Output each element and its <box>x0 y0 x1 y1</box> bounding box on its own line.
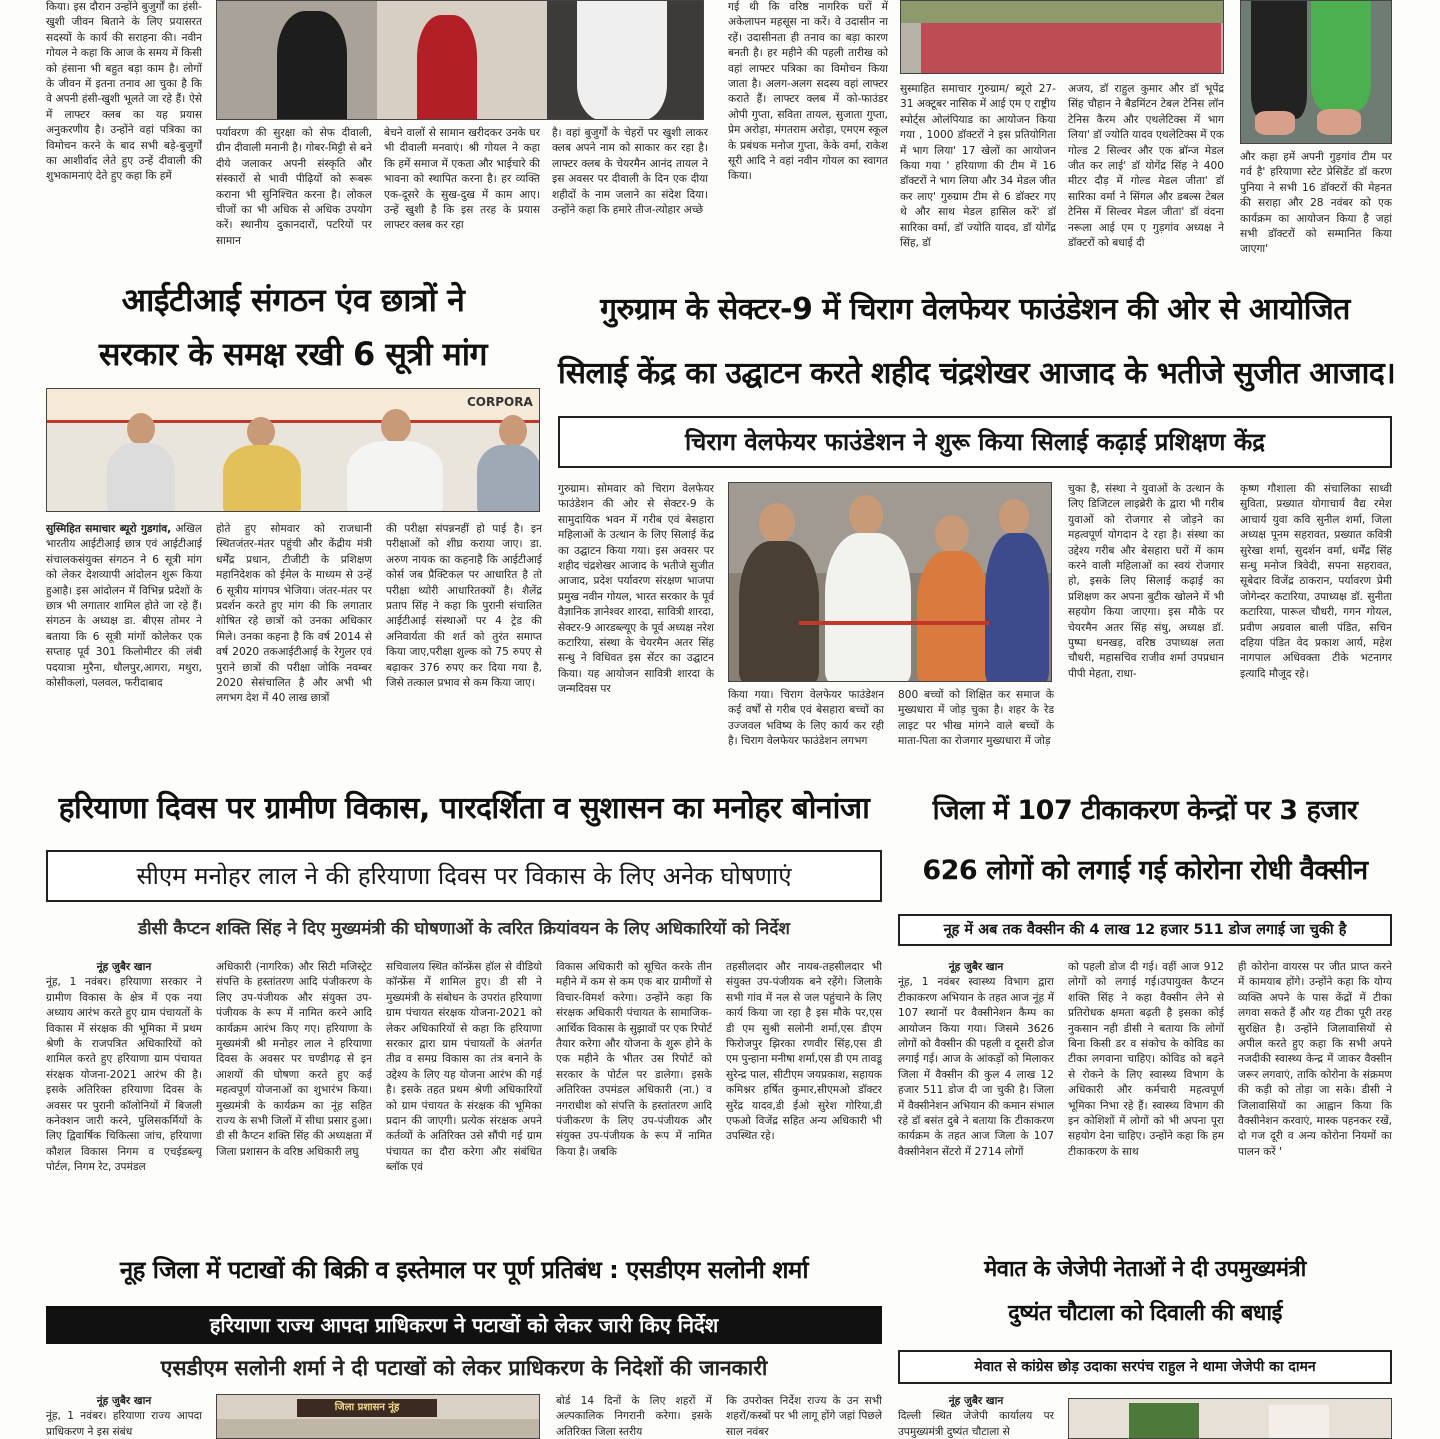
jjp-column-1-text: दिल्ली स्थित जेजेपी कार्यालय पर उपमुख्यमंत्री दुष्यंत चौटाला से <box>898 1410 1054 1438</box>
iti-column-2: होते हुए सोमवार को राजधानी स्थितजंतर-मंतर पहुंची और केंद्रीय मंत्री धर्मेंद्र प्रधान, टीजीटी के प्रशिक्षण महानिदेशक को ईमेल के माध्यम से उन्हें 6 सूत्रीय मांगपत्र भेजिया। जंतर-मंतर पर प्रदर्शन करते हुए मांग की कि लगातार शोषित रहे छात्रों को उनका अधिकार मिले। उनका कहना है कि वर्ष 2014 से वर्ष 2020 तकआईटीआई के रेगुलर एवं पुराने छात्रों की परीक्षा जोकि नवम्बर 2020 सेसंचालित है और अभी भी लगभग देश में 40 लाख छात्रों <box>216 523 372 705</box>
chirag-headline-line-1: गुरुग्राम के सेक्टर-9 में चिराग वेलफेयर फाउंडेशन की ओर से आयोजित <box>600 292 1350 327</box>
iti-photo-press-conference <box>46 388 540 512</box>
jjp-headline-line-1: मेवात के जेजेपी नेताओं ने दी उपमुख्यमंत्री <box>984 1257 1306 1282</box>
iti-headline-line-1: आईटीआई संगठन एंव छात्रों ने <box>121 281 465 319</box>
chirag-headline-line-2: सिलाई केंद्र का उद्घाटन करते शहीद चंद्रशेखर आजाद के भतीजे सुजीत आजाद। <box>558 356 1396 391</box>
top-column-5: गई थी कि वरिष्ठ नागरिक घरों में अकेलापन महसूस ना करें। वे उदासीन ना रहें। उदासीनता ही तनाव का बड़ा कारण बनती है। हर महीने की पहली तारीख को वहां लाफ्टर पत्रिका का विमोचन किया जाता है। अलग-अलग सदस्य वहां लाफ्टर कराते हैं। लाफ्टर क्लब में को-फाउंडर ओपी गुप्ता, सविता तायल, सुजाता गुप्ता, प्रेम अरोड़ा, मंगतराम अरोड़ा, एमएम स्कूल के प्रबंधक मनोज गुप्ता, केके वर्मा, राकेश सूरी आदि ने वहां नवीन गोयल का स्वागत किया। <box>728 1 888 183</box>
haryana-headline: हरियाणा दिवस पर ग्रामीण विकास, पारदर्शिता व सुशासन का मनोहर बोनांजा <box>58 791 870 826</box>
iti-column-1-text: अखिल भारतीय आईटीआई छात्र एवं आईटीआई संचालकसंयुक्त संगठन ने 6 सूत्री मांग को लेकर देशव्यापी आंदोलन शुरू किया हुआहै। इस आंदोलन में विभिन्न प्रदेशों के छात्र भी लगातार शामिल होते जा रहे हैं। संगठन के अध्यक्ष डा. बीएस तोमर ने बताया कि 6 सूत्री मांगों कोलेकर एक सप्ताह पूर्व 301 किलोमीटर की लंबी पदयात्रा मुरैना, धौलपुर,आगरा, मथुरा, कोसीकलां, पलवल, फरीदाबाद <box>46 523 202 690</box>
top-column-6: सुस्माहित समाचार गुरुग्राम/ ब्यूरो 27-31 अक्टूबर नासिक में आई एम ए राष्ट्रीय स्पोर्ट्स ओलंपियाड का आयोजन किया गया , 1000 डॉक्टरों ने इस प्रतियोगिता में भाग लिया' 17 खेलों का आयोजन किया गया ' हरियाणा की टीम में 16 डॉक्टरों ने भाग लिया और 34 मेडल जीत कर लाए' गुरुग्राम टीम से 6 डॉक्टर गए थे और साथ मेडल हासिल करें' डॉ सारिका वर्मा, डॉ ज्योति यादव, डॉ योगेंद्र सिंह, डॉ <box>900 83 1056 250</box>
top-column-2: पर्यावरण की सुरक्षा को सेफ दीवाली, ग्रीन दीवाली मनानी है। गोबर-मिट्टी से बने दीये जलाकर अपनी संस्कृति और संस्कारों से भावी पीढ़ियों को रूबरू कराना भी सुनिश्चित करना है। लोकल चीजों का भी अधिक से अधिक उपयोग करें। स्थानीय दुकानदारों, पटरियों पर सामान <box>216 127 372 247</box>
firecracker-column-4: कि उपरोक्त निर्देश राज्य के उन सभी शहरों/कस्बों पर भी लागू होंगे जहां पिछले साल नवंबर <box>726 1395 882 1438</box>
jjp-headline-line-2: दुष्यंत चौटाला को दिवाली की बधाई <box>1008 1301 1282 1326</box>
vaccine-column-1-text: नूंह, 1 नवंबर स्वास्थ्य विभाग द्वारा टीकाकरण अभियान के तहत आज नूंह में 107 स्थानों पर वैक्सीनेशन कैम्प का आयोजन किया गया। जिसमे 3626 लोगों को वैक्सीन की पहली व दूसरी डोज लगाई गई। आज के आंकड़ों को मिलाकर जिला में वैक्सीन की कुल 4 लाख 12 हजार 511 डोज दी जा चुकी है। जिला में वैक्सीनेशन अभियान की कमान संभाल रहे डॉ बसंत दुबे ने बताया कि टीकाकरण कार्यक्रम के तहत आज जिला के 107 वैक्सीनेशन सेंटरो में 2714 लोगों <box>898 976 1054 1158</box>
jjp-byline: नूंह जुबैर खान <box>948 1395 1004 1407</box>
haryana-column-4: विकास अधिकारी को सूचित करके तीन महीने में कम से कम एक बार ग्रामीणों से विचार-विमर्श करेगा। उन्होंने कहा कि संरक्षक अधिकारी पंचायत के सामाजिक-आर्थिक विकास के सुझावों पर एक रिपोर्ट तैयार करेगा और योजना के शुरू होने के एक महीने के भीतर उस रिपोर्ट को सरकार के पोर्टल पर डालेगा। इसके अतिरिक्त उपमंडल अधिकारी (ना.) व नगराधीश को संपत्ति के हस्तांतरण आदि पंजीकरण के लिए उप-पंजीयक और संयुक्त उप-पंजीयक के रूप में नामित किया है। जबकि <box>556 961 712 1158</box>
top-photo-doctors-team <box>900 0 1224 74</box>
chirag-column-2: किया गया। चिराग वेलफेयर फाउंडेशन कई वर्षों से गरीब एवं बेसहारा बच्चों का उज्जवल भविष्य के लिए कार्य कर रही है। चिराग वेलफेयर फाउंडेशन लगभग <box>728 689 884 748</box>
top-column-8: और कहा हमें अपनी गुड़गांव टीम पर गर्व है' हरियाणा स्टेट प्रेसिडेंट डॉ करण पुनिया ने सभी 16 डॉक्टरों की मेहनत की सराहा और 28 नवंबर को एक कार्यक्रम का आयोजन किया है जहां सभी डॉक्टरों को सम्मानित किया जाएगा' <box>1240 151 1392 256</box>
iti-column-1 <box>46 522 202 766</box>
firecracker-column-3: बोर्ड 14 दिनों के लिए शहरों में अल्पकालिक निगरानी करेगा। इसके अतिरिक्त जिला स्तरीय <box>556 1395 712 1438</box>
iti-byline: सुस्मिहित समाचार ब्यूरो गुडगांव, <box>46 523 172 535</box>
iti-banner-text: CORPORA <box>467 395 533 409</box>
vaccine-subhead: नूह में अब तक वैक्सीन की 4 लाख 12 हजार 511 डोज लगाई जा चुकी है <box>898 914 1392 946</box>
haryana-byline: नूंह जुबैर खान <box>96 961 152 973</box>
firecracker-column-1 <box>46 1394 202 1439</box>
firecracker-subhead: हरियाणा राज्य आपदा प्राधिकरण ने पटाखों को लेकर जारी किए निर्देश <box>46 1306 882 1344</box>
firecracker-byline: नूंह जुबैर खान <box>96 1395 152 1407</box>
jjp-column-1 <box>898 1394 1054 1439</box>
haryana-column-3: सचिवालय स्थित कॉन्फ्रेंस हॉल से वीडियो कॉन्फ्रेंस में शामिल हुए। डी सी ने मुख्यमंत्री के संबोधन के उपरांत हरियाणा ग्राम पंचायत संरक्षक योजना-2021 को लेकर अधिकारियों से कहा कि हरियाणा सरकार द्वारा ग्राम पंचायतों के अंतर्गत तीव्र व समग्र विकास का तंत्र बनाने के उद्देश्य के लिए यह योजना आरंभ की गई है। इसके तहत प्रथम श्रेणी अधिकारियों को ग्राम पंचायत के संरक्षक की भूमिका प्रदान की जाएगी। प्रत्येक संरक्षक अपने कर्तव्यों के अतिरिक्त उसे सौंपी गई ग्राम पंचायत का दौरा करेगा और संबंधित ब्लॉक एवं <box>386 961 542 1174</box>
iti-headline-line-2: सरकार के समक्ष रखी 6 सूत्री मांग <box>98 335 488 373</box>
firecracker-deck: एसडीएम सलोनी शर्मा ने दी पटाखों को लेकर प्राधिकरण के निदेशों की जानकारी <box>160 1356 768 1380</box>
firecracker-headline: नूह जिला में पटाखों की बिक्री व इस्तेमाल पर पूर्ण प्रतिबंध : एसडीएम सलोनी शर्मा <box>119 1256 809 1284</box>
haryana-deck: डीसी कैप्टन शक्ति सिंह ने दिए मुख्यमंत्री की घोषणाओं के त्वरित क्रियांवयन के लिए अधिकारियों को निर्देश <box>138 919 790 939</box>
haryana-subhead: सीएम मनोहर लाल ने की हरियाणा दिवस पर विकास के लिए अनेक घोषणाएं <box>46 850 882 902</box>
chirag-photo-inauguration <box>728 482 1052 682</box>
jjp-photo-office <box>1068 1398 1392 1439</box>
firecracker-column-1-text: नूंह, 1 नवंबर। हरियाणा राज्य आपदा प्राधिकरण ने इस संबंध <box>46 1410 202 1438</box>
vaccine-byline: नूंह जुबैर खान <box>948 961 1004 973</box>
firecracker-photo-sign: जिला प्रशासन नूंह <box>334 1402 400 1413</box>
top-column-7: अजय, डॉ राहुल कुमार और डॉ भूपेंद्र सिंह चौहान ने बैडमिंटन टेबल टेनिस लॉन टेनिस कैरम और एथलेटिक्स में भाग लिया' डॉ ज्योति यादव एथलेटिक्स में एक गोल्ड 2 सिल्वर और एक ब्रॉन्ज मेडल जीत कर लाई' डॉ योगेंद्र सिंह ने 400 मीटर दौड़ में गोल्ड मेडल जीता' डॉ सारिका वर्मा ने सिंगल और डबल्स टेबल टेनिस में सिल्वर मेडल जीता' डॉ वंदना नरूला आई एम ए गुड़गांव अध्यक्ष ने डॉक्टरों को बधाई दी <box>1068 83 1224 250</box>
vaccine-headline-line-1: जिला में 107 टीकाकरण केन्द्रों पर 3 हजार <box>932 795 1358 826</box>
vaccine-column-2: को पहली डोज दी गई। वहीं आज 912 लोगों को लगाई गई।उपायुक्त कैप्टन शक्ति सिंह ने कहा वैक्सीन लेने से प्रतिरोधक क्षमता बढ़ती है इसका कोई नुकसान नही डीसी ने बताया कि लोगों बिना किसी डर व संकोच के कोविड का टीका लगवाना चाहिए। कोविड को बढ़ने से रोकने के लिए स्वास्थ्य विभाग के अधिकारी और कर्मचारी महत्वपूर्ण भूमिका निभा रहे हैं। स्वास्थ्य विभाग की इन कोशिशों में लोगों को भी अपना पूरा सहयोग देना चाहिए। उन्होंने कहा कि हम टीकाकरण के साथ <box>1068 961 1224 1158</box>
firecracker-photo-office <box>216 1394 540 1439</box>
top-column-3: बेचने वालों से सामान खरीदकर उनके घर भी दीवाली मनवाएं। श्री गोयल ने कहा कि हमें समाज में एकता और भाईचारे की भावना को स्थापित करना है। हर व्यक्ति एक-दूसरे के सुख-दुख में काम आए। उन्हें खुशी है कि इस तरह के प्रयास लाफ्टर क्लब कर रहा <box>384 127 540 232</box>
chirag-column-3: 800 बच्चों को शिक्षित कर समाज के मुख्यधारा में जोड़ चुका है। शहर के रेड लाइट पर भीख मांगने वाले बच्चों के माता-पिता का रोजगार मुख्यधारा में जोड़ <box>898 689 1054 748</box>
chirag-column-4: चुका है, संस्था ने युवाओं के उत्थान के लिए डिजिटल लाइब्रेरी के द्वारा भी गरीब युवाओं को रोजगार से जोड़ने का महत्वपूर्ण योगदान दे रहा है। संस्था का उद्देश्य गरीब और बेसहारा घरों में काम करने वाली महिलाओं का स्वयं रोजगार हो, इसके लिए सिलाई कढ़ाई का प्रशिक्षण कर अपना बुटीक खोलने में भी सहयोग किया जाएगा। इस मौके पर चेयरमैन अतर सिंह संधु, अध्यक्ष डॉ. पुष्पा धनखड़, वरिष्ठ उपाध्यक्ष लता चौधरी, महासचिव राजीव शर्मा उपप्रधान पीपी मेहता, राधा- <box>1068 483 1224 680</box>
haryana-column-2: अधिकारी (नागरिक) और सिटी मजिस्ट्रेट संपत्ति के हस्तांतरण आदि पंजीकरण के लिए उप-पंजीयक और संयुक्त उप-पंजीयक के रूप में नामित करने आदि कार्यक्रम आरंभ किए गए। हरियाणा के मुख्यमंत्री श्री मनोहर लाल ने हरियाणा दिवस के अवसर पर चण्डीगढ़ से इन आशयों की घोषणा करते हुए कई महत्वपूर्ण योजनाओं का शुभारंभ किया। मुख्यमंत्री के कार्यक्रम का नूंह सहित राज्य के सभी जिलों में सीधा प्रसार हुआ। डी सी कैप्टन शक्ति सिंह की अध्यक्षता में जिला प्रशासन के वरिष्ठ अधिकारी लघु <box>216 961 372 1158</box>
chirag-column-5: कृष्ण गौशाला की संचालिका साध्वी सुविता, प्रख्यात योगाचार्य वैद्य रमेश आचार्य युवा कवि सुनील शर्मा, जिला अध्यक्ष पूनम सहरावत, प्रख्यात कवित्री सुरेखा शर्मा, सुदर्शन वर्मा, धर्मेंद्र सिंह सन्धु मनोज त्रिवेदी, सपना सहरावत, सूबेदार विजेंद्र ठाकरान, पर्यावरण प्रेमी जोगेन्दर कटारिया, उपाध्यक्ष डॉ. सुनीता कटारिया, पारूल चौधरी, गगन गोयल, प्रवीण अग्रवाल बाली पंडित, सचिन दहिया पंडित वेद प्रकाश आर्य, महेश नागपाल अधिवक्ता टीके भटनागर इत्यादि मौजूद रहे। <box>1240 483 1392 680</box>
top-photo-laughter-club <box>216 0 704 120</box>
vaccine-column-1 <box>898 960 1054 1232</box>
vaccine-column-3: ही कोरोना वायरस पर जीत प्राप्त करने में कामयाब होंगे। उन्होंने कहा कि योग्य व्यक्ति अपने के पास केंद्रों में टीका लगवा सकते हैं और यह टीका पूरी तरह सुरक्षित है। उन्होंने जिलावासियों से अपील करते हुए कहा कि सभी अपने नजदीकी स्वास्थ्य केन्द्र में जाकर वैक्सीन जरूर लगवाएं, ताकि कोरोना के संक्रमण की कड़ी को तोड़ा जा सके। डीसी ने जिलावासियों का आह्वान किया कि वैक्सीनेशन करवाएं, मास्क पहनकर रखें, दो गज दूरी व अन्य कोरोना नियमों का पालन करें ' <box>1238 961 1392 1158</box>
jjp-subhead: मेवात से कांग्रेस छोड़ उदाका सरपंच राहुल ने थामा जेजेपी का दामन <box>898 1350 1392 1384</box>
haryana-column-1 <box>46 960 202 1232</box>
haryana-column-5: तहसीलदार और नायब-तहसीलदार भी संयुक्त उप-पंजीयक बने रहेंगे। जिलाके सभी गांव में नल से जल पहुंचाने के लिए कार्य किया जा रहा है इस मौके पर,एस डी एम सुश्री सलोनी शर्मा,एस डीएम फिरोजपुर झिरका रणवीर सिंह,एस डी एम पुन्हाना मनीषा शर्मा,एस डी एम तावडू सुरेन्द्र पाल, सीटीएम जयप्रकाश, सहायक कमिश्नर हर्षित कुमार,सीएमओ डॉक्टर सुरेंद्र यादव,डी ईओ सुरेश गोरिया,डी एफओ विजेंद्र सहित अन्य अधिकारी भी उपस्थित रहे। <box>726 961 882 1143</box>
chirag-subhead: चिराग वेलफेयर फाउंडेशन ने शुरू किया सिलाई कढ़ाई प्रशिक्षण केंद्र <box>558 416 1392 468</box>
top-column-1: किया। इस दौरान उन्होंने बुजुर्गों का हंसी-खुशी जीवन बिताने के लिए प्रयासरत सदस्यों के कार्य की सराहना की। नवीन गोयल ने कहा कि आज के समय में किसी को हंसाना भी बहुत बड़ा काम है। लोगों के जीवन में इतना तनाव आ चुका है कि वे अपनी हंसी-खुशी भूलते जा रहे हैं। ऐसे में लाफ्टर क्लब का यह प्रयास अनुकरणीय है। उन्होंने वहां पत्रिका का विमोचन करने के बाद सभी बड़े-बुजुर्गों का आशीर्वाद लेते हुए उन्हें दीवाली की शुभकामनाएं देते हुए कहा कि हमें <box>46 1 202 183</box>
haryana-column-1-text: नूंह, 1 नवंबर। हरियाणा सरकार ने ग्रामीण विकास के क्षेत्र में एक नया अध्याय आरंभ करते हुए ग्राम पंचायतों के विकास में संरक्षक की भूमिका में प्रथम श्रेणी के राजपत्रित अधिकारियों को शामिल करते हुए हरियाणा ग्राम पंचायत संरक्षक योजना-2021 आरंभ की है। इसके अतिरिक्त हरियाणा दिवस के अवसर पर पुरानी कॉलोनियों में बिजली कनेक्शन जारी करने, पुलिसकर्मियों के लिए द्विवार्षिक चिकित्सा जांच, हरियाणा कौशल विकास निगम व एचईडब्ल्यू पोर्टल, निगम रेट, उपमंडल <box>46 976 202 1174</box>
top-photo-athletes <box>1240 0 1392 144</box>
vaccine-headline-line-2: 626 लोगों को लगाई गई कोरोना रोधी वैक्सीन <box>922 855 1368 886</box>
chirag-column-1: गुरुग्राम। सोमवार को चिराग वेलफेयर फाउंडेशन की ओर से सेक्टर-9 के सामुदायिक भवन में गरीब एवं बेसहारा महिलाओं के उत्थान के लिए सिलाई केंद्र का उद्घाटन किया गया। इस अवसर पर शहीद चंद्रशेखर आजाद के भतीजे सुजीत आजाद, प्रदेश पर्यावरण संरक्षण भाजपा प्रमुख नवीन गोयल, भारत सरकार के पूर्व वैज्ञानिक ज्ञानेश्वर शारदा, सावित्री शारदा, सेक्टर-9 आरडब्ल्यूए के पूर्व अध्यक्ष नरेश कटारिया, संस्था के चेयरमैन अतर सिंह सन्धु ने विधिवत इस सेंटर का उद्घाटन किया। यह आयोजन सावित्री शारदा के जन्मदिवस पर <box>558 483 714 696</box>
iti-column-3: की परीक्षा संपन्ननहीं हो पाई है। इन परीक्षाओं को शीघ्र कराया जाए। डा. अरुण नायक का कहनाहै कि आईटीआई कोर्स जब प्रैक्टिकल पर आधारित है तो परीक्षा थ्योरी आधारितक्यों है। शैलेंद्र प्रताप सिंह ने कहा कि पुरानी संचालित आईटीआई संस्थाओं पर 4 ट्रेड की अनिवार्यता की शर्त को तुरंत समाप्त किया जाए,परीक्षा शुल्क को 75 रुपए से बढ़ाकर 376 रुपए कर दिया गया है, जिसे तत्काल प्रभाव से कम किया जाए। <box>386 523 542 690</box>
top-column-4: है। वहां बुजुर्गों के चेहरों पर खुशी लाकर क्लब अपने नाम को साकार कर रहा है। लाफ्टर क्लब के चेयरमैन आनंद तायल ने इस अवसर पर दीवाली के दिन एक दीया शहीदों के नाम जलाने का संदेश दिया। उन्होंने कहा कि हमारे तीज-त्योहार अच्छे <box>552 127 708 217</box>
